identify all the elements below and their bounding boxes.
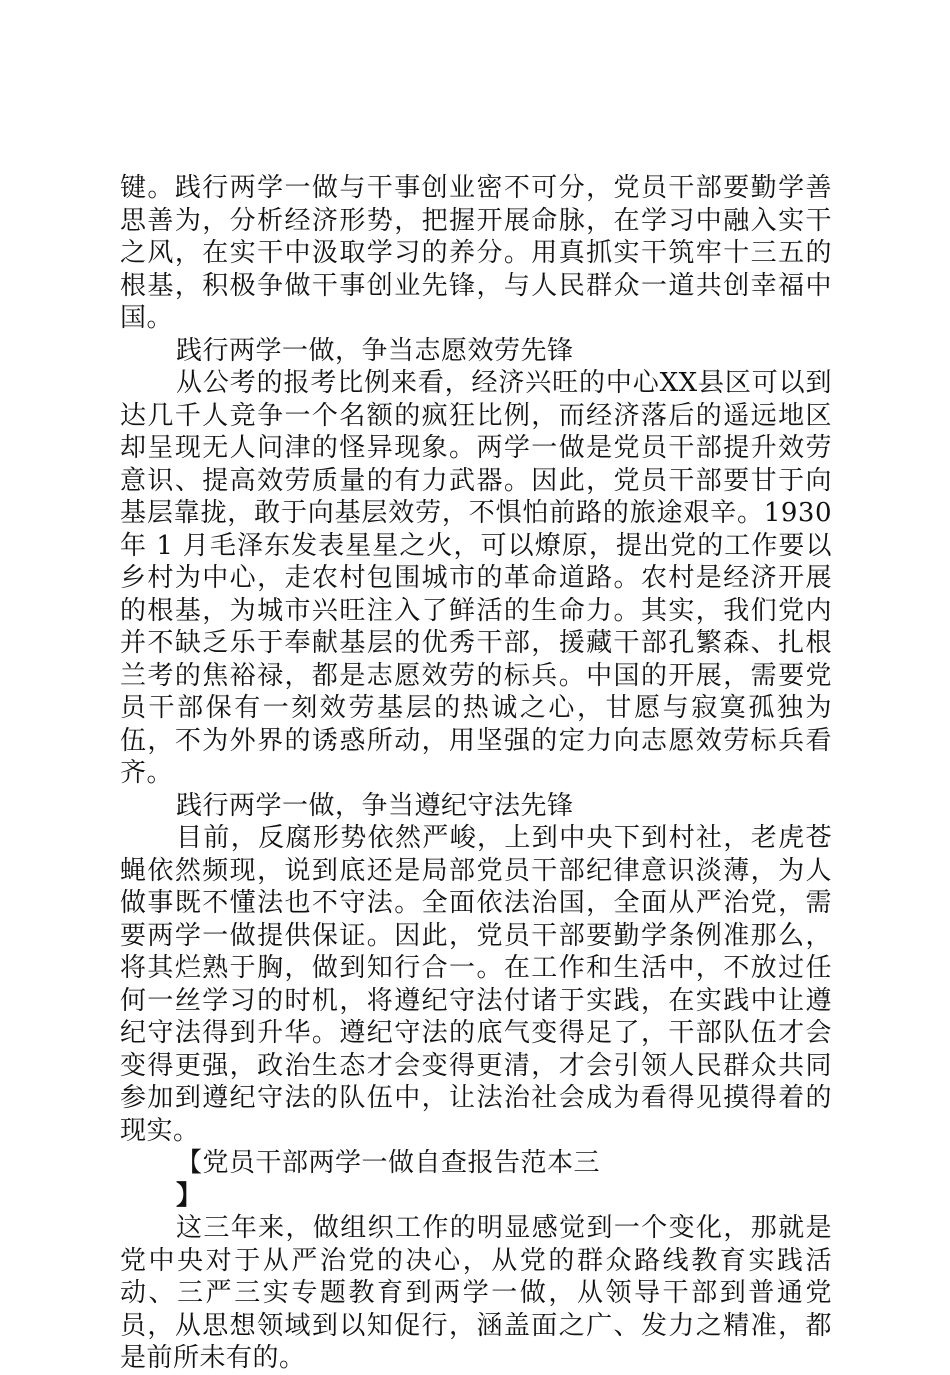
report-title-bracket: 】 — [176, 1180, 203, 1211]
document-body — [120, 172, 832, 1375]
report-title: 【党员干部两学一做自查报告范本三 — [176, 1148, 601, 1178]
body-paragraph: 这三年来，做组织工作的明显感觉到一个变化，那就是党中央对于从严治党的决心，从党的群众路线教育实践活动、三严三实专题教育到两学一做，从领导干部到普通党员，从思想领域到以知促行，涵盖面之广、发力之精准，都是前所未有的。 — [120, 1213, 832, 1373]
section-heading: 践行两学一做，争当志愿效劳先锋 — [176, 335, 574, 366]
body-paragraph: 目前，反腐形势依然严峻，上到中央下到村社，老虎苍蝇依然频现，说到底还是局部党员干部纪律意识淡薄，为人做事既不懂法也不守法。全面依法治国，全面从严治党，需要两学一做提供保证。因此，党员干部要勤学条例准那么，将其烂熟于胸，做到知行合一。在工作和生活中，不放过任何一丝学习的时机，将遵纪守法付诸于实践，在实践中让遵纪守法得到升华。遵纪守法的底气变得足了，干部队伍才会变得更强，政治生态才会变得更清，才会引领人民群众共同参加到遵纪守法的队伍中，让法治社会成为看得见摸得着的现实。 — [120, 823, 832, 1146]
body-paragraph: 键。践行两学一做与干事创业密不可分，党员干部要勤学善思善为，分析经济形势，把握开展命脉，在学习中融入实干之风，在实干中汲取学习的养分。用真抓实干筑牢十三五的根基，积极争做干事创业先锋，与人民群众一道共创幸福中国。 — [120, 173, 832, 333]
body-paragraph: 从公考的报考比例来看，经济兴旺的中心XX县区可以到达几千人竞争一个名额的疯狂比例，而经济落后的遥远地区却呈现无人问津的怪异现象。两学一做是党员干部提升效劳意识、提高效劳质量的有力武器。因此，党员干部要甘于向基层靠拢，敢于向基层效劳，不惧怕前路的旅途艰辛。1930 年 1 月毛泽东发表星星之火，可以燎原，提出党的工作要以乡村为中心，走农村包围城市的革命道路。农村是经济开展的根基，为城市兴旺注入了鲜活的生命力。其实，我们党内并不缺乏乐于奉献基层的优秀干部，援藏干部孔繁森、扎根兰考的焦裕禄，都是志愿效劳的标兵。中国的开展，需要党员干部保有一刻效劳基层的热诚之心，甘愿与寂寞孤独为伍，不为外界的诱惑所动，用坚强的定力向志愿效劳标兵看齐。 — [120, 368, 832, 788]
section-heading: 践行两学一做，争当遵纪守法先锋 — [176, 790, 574, 821]
